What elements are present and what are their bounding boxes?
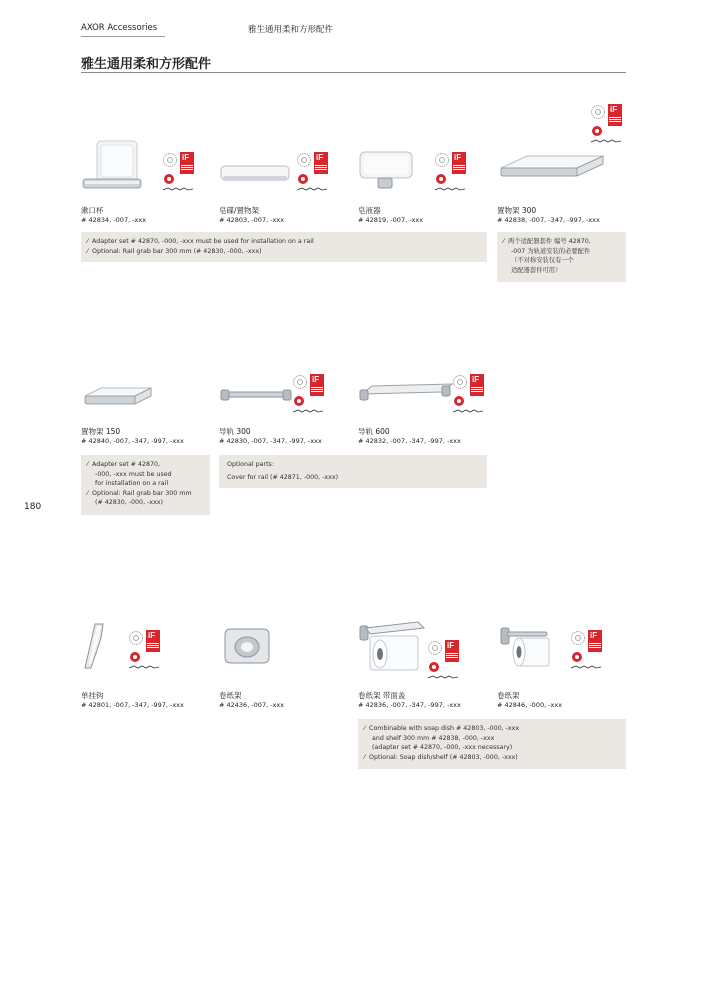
rail-300-image (219, 384, 299, 406)
product-name: 漱口杯 (81, 206, 104, 215)
header-underline (81, 36, 165, 37)
roll-holder-open-image (497, 622, 577, 672)
roll-holder-image (219, 625, 279, 675)
tumbler-image (81, 135, 161, 197)
product-number: # 42830, -007, -347, -997, -xxx (219, 437, 322, 445)
shelf-150-image (81, 382, 161, 412)
note-adapter-rail-150 (81, 455, 210, 515)
note-line: Cover for rail (# 42871, -000, -xxx) (227, 473, 339, 481)
product-name: 置物架 150 (81, 427, 121, 436)
award-badges: iF (128, 630, 172, 676)
award-badges: iF (590, 104, 634, 150)
note-line: (# 42830, -000, -xxx) (87, 499, 163, 506)
product-number: # 42436, -007, -xxx (219, 701, 285, 709)
title-divider (81, 72, 626, 73)
note-line: 适配器套件可用） (503, 266, 562, 274)
product-name: 置物架 300 (497, 206, 537, 215)
product-number: # 42801, -007, -347, -997, -xxx (81, 701, 184, 709)
header-series: AXOR Accessories (81, 23, 158, 33)
note-line: Optional parts: (227, 461, 274, 468)
award-badges: iF (570, 630, 614, 676)
note-line: ⁄ Optional: Rail grab bar 300 mm (# 42830, -000, -xxx) (87, 247, 262, 255)
note-line: (adapter set # 42870, -000, -xxx necessary) (364, 744, 513, 751)
product-name: 皂液器 (358, 206, 381, 215)
product-name: 卷纸架 (497, 691, 520, 700)
note-line: ⁄ Optional: Rail grab bar 300 mm (87, 489, 192, 497)
note-line: ⁄ Combinable with soap dish # 42803, -000, -xxx (364, 725, 520, 732)
product-number: # 42846, -000, -xxx (497, 701, 563, 709)
product-name: 单挂钩 (81, 691, 104, 700)
product-name: 卷纸架 带面盖 (358, 691, 406, 700)
page-number: 180 (24, 502, 42, 512)
product-name: 导轨 300 (219, 427, 251, 436)
note-adapter-cn (497, 232, 626, 282)
product-name: 皂碟/置物架 (219, 206, 260, 215)
note-line: -000, -xxx must be used (87, 470, 172, 478)
roll-holder-cover-image (358, 618, 438, 678)
product-name: 卷纸架 (219, 691, 242, 700)
note-line: ⁄ 两个适配器套件 编号 42870, (503, 238, 591, 245)
note-line: ⁄ Optional: Soap dish/shelf (# 42803, -000, -xxx) (364, 753, 518, 761)
product-number: # 42834, -007, -xxx (81, 216, 147, 224)
product-number: # 42836, -007, -347, -997, -xxx (358, 701, 461, 709)
page-title: 雅生通用柔和方形配件 (81, 57, 212, 72)
note-optional-parts (219, 455, 487, 488)
single-hook-image (81, 620, 121, 675)
award-badges: iF (296, 152, 340, 198)
product-name: 导轨 600 (358, 427, 390, 436)
header-section: 雅生通用柔和方形配件 (248, 25, 334, 35)
soap-dish-image (219, 160, 299, 190)
award-badges: iF (434, 152, 478, 198)
rail-600-image (358, 380, 458, 404)
soap-dispenser-image (358, 148, 438, 194)
note-combinable (358, 719, 626, 769)
product-number: # 42832, -007, -347, -997, -xxx (358, 437, 461, 445)
shelf-300-image (497, 150, 607, 190)
product-number: # 42819, -007, -xxx (358, 216, 424, 224)
product-number: # 42803, -007, -xxx (219, 216, 285, 224)
note-line: ⁄ Adapter set # 42870, (87, 461, 160, 468)
note-line: ⁄ Adapter set # 42870, -000, -xxx must be used for installation on a rail (87, 238, 314, 245)
award-badges: iF (292, 374, 336, 420)
note-line: -007 为轨道安装的必要配件 (503, 247, 591, 255)
award-badges: iF (452, 374, 496, 420)
award-badges: iF (427, 640, 471, 686)
note-line: and shelf 300 mm # 42838, -000, -xxx (364, 734, 495, 742)
note-adapter-rail (81, 232, 487, 262)
award-badges: iF (162, 152, 206, 198)
note-line: for installation on a rail (87, 480, 169, 487)
note-line: （不对称安装仅有一个 (503, 257, 574, 264)
product-number: # 42838, -007, -347, -997, -xxx (497, 216, 600, 224)
product-number: # 42840, -007, -347, -997, -xxx (81, 437, 184, 445)
